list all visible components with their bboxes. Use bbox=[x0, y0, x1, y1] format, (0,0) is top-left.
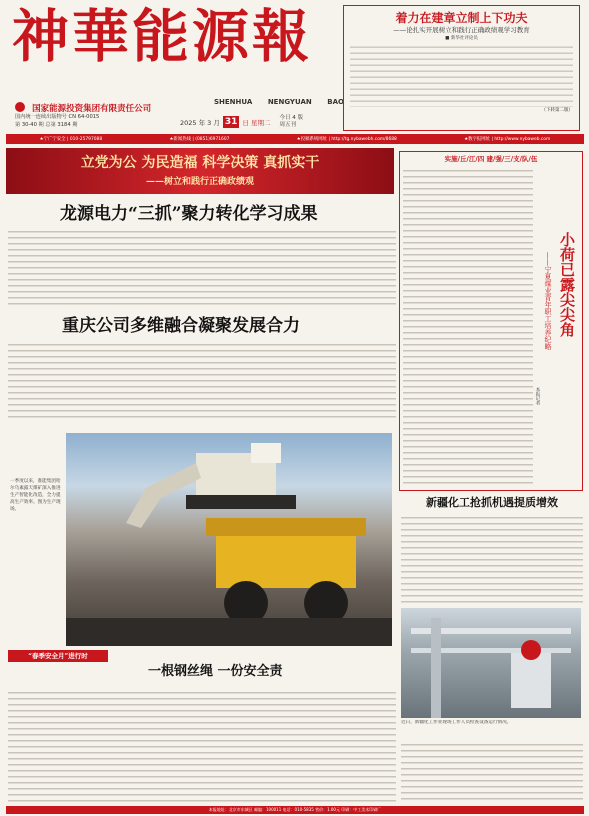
top-right-body bbox=[350, 45, 573, 107]
nav-item-3[interactable]: ★投稿系统网址 | http://tg.nybawebh.com/8688 bbox=[296, 137, 397, 142]
worker-helmet bbox=[521, 640, 541, 660]
pinyin-1: SHENHUA bbox=[214, 98, 253, 106]
logo-icon bbox=[15, 102, 25, 112]
pub-info bbox=[15, 113, 145, 129]
article-2-body bbox=[8, 342, 396, 422]
top-right-byline: ■ 新华社评论员 bbox=[445, 36, 478, 41]
top-right-box bbox=[343, 5, 580, 131]
pinyin-2: NENGYUAN bbox=[267, 98, 312, 106]
column bbox=[431, 618, 441, 718]
article-4-title: 一根钢丝绳 一份安全责 bbox=[148, 664, 283, 679]
article-2-title: 重庆公司多维融合凝聚发展合力 bbox=[62, 316, 300, 336]
nav-item-2[interactable]: ★新闻热线 | (0851)6971607 bbox=[169, 137, 230, 142]
masthead-title: 神華能源報 bbox=[12, 3, 312, 70]
right-col-box bbox=[399, 151, 583, 491]
ground bbox=[66, 618, 392, 646]
lead-banner bbox=[6, 148, 394, 194]
mine-photo-svg bbox=[66, 433, 392, 646]
pages-info bbox=[280, 115, 304, 129]
frequency: 周五刊 bbox=[279, 122, 297, 128]
nav-item-1[interactable]: ★宁广宁安全 | 010-25797088 bbox=[39, 137, 103, 142]
lead-banner-line2: ——树立和践行正确政绩观 bbox=[145, 177, 254, 187]
safety-month-label: “春季安全月”进行时 bbox=[8, 650, 108, 662]
mine-photo bbox=[66, 433, 392, 646]
article-3-title: 新疆化工抢抓机遇提质增效 bbox=[426, 496, 558, 509]
caption-left: 一季度以来，准能集团哈尔乌素露天煤矿深入推进生产智能化改造，全力提高生产效率。图为生产现场。 bbox=[10, 479, 61, 512]
right-col-vertical-title: 小荷已露尖尖角 bbox=[558, 232, 576, 337]
right-col-header: 实施/丘/江/四 建/强/三/支/队/伍 bbox=[444, 155, 538, 163]
pinyin-row bbox=[214, 98, 344, 106]
date-suffix: 日 星期二 bbox=[242, 118, 271, 127]
right-col-byline: 本报记者 bbox=[535, 387, 540, 405]
factory-photo bbox=[401, 608, 581, 718]
top-right-sub: ——论扎实开展树立和践行正确政绩观学习教育 bbox=[393, 26, 530, 34]
footer-bar bbox=[6, 806, 584, 814]
top-right-note: （下转第二版） bbox=[541, 108, 573, 113]
right-col-vertical-sub: ——宁夏煤业青年职工培养纪略 bbox=[544, 252, 552, 350]
date-prefix: 2025 年 3 月 bbox=[180, 118, 220, 127]
caption-bottom: 近日，新疆化工作业现场工作人员检查设备运行情况。 bbox=[401, 720, 512, 725]
truck-bed bbox=[206, 518, 366, 536]
right-col-body bbox=[403, 168, 533, 488]
article-1-body bbox=[8, 229, 396, 309]
pinyin-3: BAO bbox=[327, 98, 344, 106]
excavator-tracks bbox=[186, 495, 296, 509]
date-day: 31 bbox=[224, 117, 238, 127]
nav-item-4[interactable]: ★数字报网址 | http://www.nybaweb.com bbox=[464, 137, 551, 142]
factory-photo-svg bbox=[401, 608, 581, 718]
article-4-body bbox=[8, 690, 396, 805]
lead-banner-line1: 立党为公 为民造福 科学决策 真抓实干 bbox=[80, 155, 320, 171]
pub-issue: 第 30-40 期 总第 3184 期 bbox=[15, 122, 78, 128]
worker-body bbox=[511, 653, 551, 708]
pub-code: 国内统一连续出版物号 CN 64-0015 bbox=[15, 114, 100, 120]
article-1-title: 龙源电力“三抓”聚力转化学习成果 bbox=[60, 204, 318, 224]
publisher-name: 国家能源投资集团有限责任公司 bbox=[32, 104, 152, 114]
date-box bbox=[180, 113, 350, 131]
footer-text: 本报地址：北京市东城区 邮编：100011 电话：010-5835 售价：1.00元 印刷：中工美术印刷厂 bbox=[208, 807, 382, 812]
article-3-body bbox=[401, 515, 583, 605]
pages-count: 今日 4 版 bbox=[279, 115, 303, 121]
nav-bar bbox=[6, 134, 584, 144]
excavator-cab bbox=[251, 443, 281, 463]
top-right-headline: 着力在建章立制上下功夫 bbox=[395, 11, 528, 25]
article-3-body-cont bbox=[401, 742, 583, 802]
truck-body bbox=[216, 528, 356, 588]
